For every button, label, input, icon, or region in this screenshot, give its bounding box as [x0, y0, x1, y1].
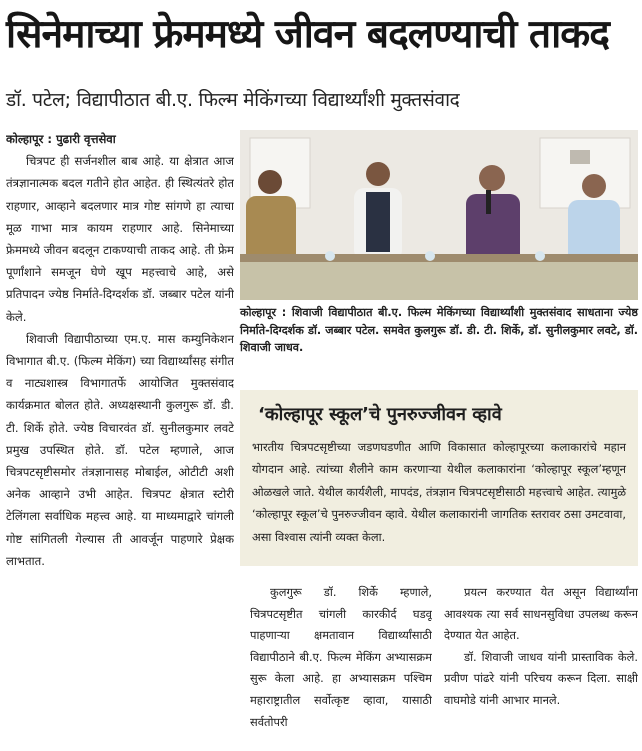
right-column: [444, 582, 638, 748]
photo-caption: कोल्हापूर : शिवाजी विद्यापीठात बी.ए. फिल्म मेकिंगच्या विद्यार्थ्यांशी मुक्तसंवाद साधताना ज्येष्ठ निर्माते-दिग्दर्शक डॉ. जब्बार पटेल. समवेत कुलगुरू डॉ. डी. टी. शिर्के, डॉ. सुनीलकुमार लवटे, डॉ. शिवाजी जाधव.: [240, 306, 638, 354]
middle-column: [250, 582, 432, 748]
right-paragraph-1: प्रयत्न करण्यात येत असून विद्यार्थ्यांना आवश्यक त्या सर्व साधनसुविधा उपलब्ध करून देण्यात येत आहेत.: [444, 585, 638, 643]
middle-paragraph: कुलगुरू डॉ. शिर्के म्हणाले, चित्रपटसृष्टीत चांगली कारकीर्द घडवू पाहणाऱ्या क्षमतावान विद्यार्थ्यांसाठी विद्यापीठाने बी.ए. फिल्म मेकिंग अभ्यासक्रम सुरू केला आहे. हा अभ्यासक्रम पश्चिम महाराष्ट्रातील सर्वोत्कृष्ट व्हावा, यासाठी सर्वतोपरी: [250, 585, 432, 729]
dateline: कोल्हापूर : पुढारी वृत्तसेवा: [6, 132, 116, 146]
right-paragraph-2: डॉ. शिवाजी जाधव यांनी प्रास्ताविक केले. प्रवीण पांढरे यांनी परिचय करून दिला. साक्षी वाघमोडे यांनी आभार मानले.: [444, 649, 638, 707]
left-paragraph-1: चित्रपट ही सर्जनशील बाब आहे. या क्षेत्रात आज तंत्रज्ञानात्मक बदल गतीने होत आहेत. ही स्थित्यंतरे होत राहणार, आव्हाने बदलणार मात्र गोष्ट सांगणे हा त्याचा मूळ गाभा मात्र कायम राहणार आहे. सिनेमाच्या फ्रेममध्ये जीवन बदलून टाकण्याची ताकद आहे. ती फ्रेम पूर्णांशाने समजून घेणे खूप महत्त्वाचे आहे, असे प्रतिपादन ज्येष्ठ निर्माते-दिग्दर्शक डॉ. जब्बार पटेल यांनी केले.: [6, 154, 234, 324]
headline: सिनेमाच्या फ्रेममध्ये जीवन बदलण्याची ताकद: [6, 12, 609, 57]
left-paragraph-2: शिवाजी विद्यापीठाच्या एम.ए. मास कम्युनिकेशन विभागात बी.ए. (फिल्म मेकिंग) च्या विद्यार्थ्यांसह संगीत व नाट्यशास्त्र विभागातर्फे आयोजित मुक्तसंवाद कार्यक्रमात बोलत होते. अध्यक्षस्थानी कुलगुरू डॉ. डी. टी. शिर्के होते. ज्येष्ठ विचारवंत डॉ. सुनीलकुमार लवटे प्रमुख उपस्थित होते. डॉ. पटेल म्हणाले, आज चित्रपटसृष्टीसमोर तंत्रज्ञानासह मोबाईल, ओटीटी अशी अनेक आव्हाने उभी आहेत. चित्रपट क्षेत्रात स्टोरी टेलिंगला सर्वाधिक महत्त्व आहे. या माध्यमाद्वारे चांगली गोष्ट सांगितली गेल्यास ती आवर्जून पाहणारे प्रेक्षक लाभतात.: [6, 331, 234, 568]
event-photo-illustration: [240, 130, 638, 300]
box-title: ‘कोल्हापूर स्कूल’चे पुनरुज्जीवन व्हावे: [258, 404, 502, 425]
sidebar-box: [240, 390, 638, 566]
left-column: [6, 128, 234, 748]
box-text: भारतीय चित्रपटसृष्टीच्या जडणघडणीत आणि विकासात कोल्हापूरच्या कलाकारांचे महान योगदान आहे. त्यांच्या शैलीने काम करणाऱ्या येथील कलाकारांना ‘कोल्हापूर स्कूल’म्हणून ओळखले जाते. येथील कार्यशैली, मापदंड, तंत्रज्ञान चित्रपटसृष्टीसाठी महत्त्वाचे आहेत. त्यामुळे ‘कोल्हापूर स्कूल’चे पुनरुज्जीवन व्हावे. येथील कलाकारांनी जागतिक स्तरावर ठसा उमटवावा, असा विश्वास त्यांनी व्यक्त केला.: [252, 440, 626, 544]
event-photo: [240, 130, 638, 300]
subheadline: डॉ. पटेल; विद्यापीठात बी.ए. फिल्म मेकिंगच्या विद्यार्थ्यांशी मुक्तसंवाद: [6, 89, 460, 111]
